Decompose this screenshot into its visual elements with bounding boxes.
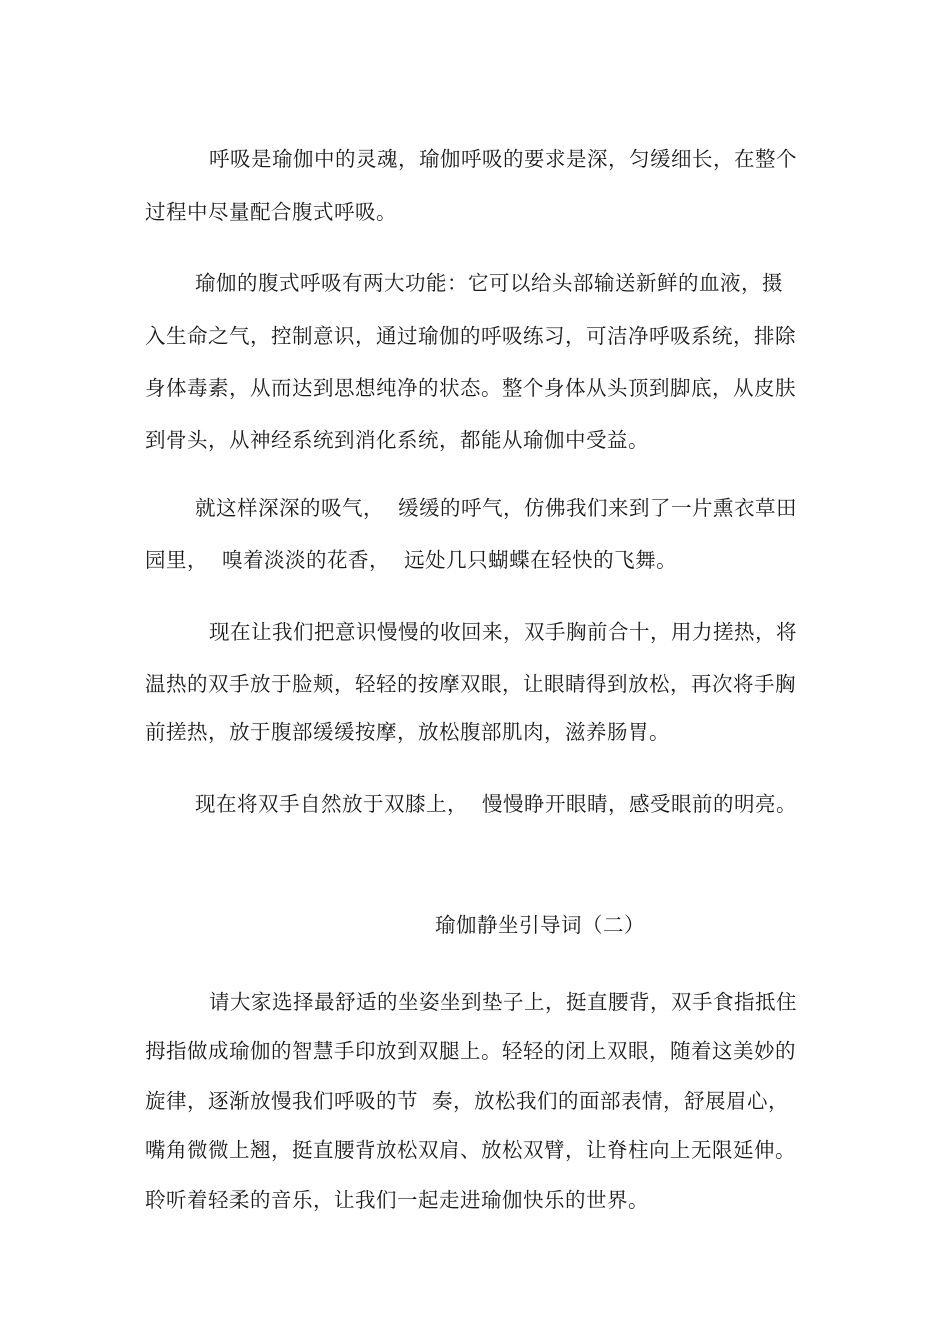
paragraph-4-line-3: 前搓热，放于腹部缓缓按摩，放松腹部肌肉，滋养肠胃。 xyxy=(145,720,670,744)
paragraph-2-line-1: 瑜伽的腹式呼吸有两大功能：它可以给头部输送新鲜的血液，摄 xyxy=(195,271,783,295)
paragraph-1-line-1: 呼吸是瑜伽中的灵魂，瑜伽呼吸的要求是深，匀缓细长，在整个 xyxy=(195,147,798,171)
section-paragraph-line-2: 拇指做成瑜伽的智慧手印放到双腿上。轻轻的闭上双眼，随着这美妙的 xyxy=(145,1039,796,1063)
paragraph-5-line-1: 现在将双手自然放于双膝上， 慢慢睁开眼睛，感受眼前的明亮。 xyxy=(195,792,798,816)
paragraph-2-line-4: 到骨头，从神经系统到消化系统，都能从瑜伽中受益。 xyxy=(145,428,649,452)
paragraph-4-line-2: 温热的双手放于脸颊，轻轻的按摩双眼，让眼睛得到放松，再次将手胸 xyxy=(145,672,796,696)
paragraph-3-line-1: 就这样深深的吸气， 缓缓的呼气，仿佛我们来到了一片熏衣草田 xyxy=(195,496,798,520)
section-paragraph-line-3: 旋律，逐渐放慢我们呼吸的节 奏，放松我们的面部表情，舒展眉心， xyxy=(145,1089,790,1113)
paragraph-2-line-3: 身体毒素，从而达到思想纯净的状态。整个身体从头顶到脚底，从皮肤 xyxy=(145,376,796,400)
paragraph-1-line-2: 过程中尽量配合腹式呼吸。 xyxy=(145,200,397,224)
section-paragraph-line-5: 聆听着轻柔的音乐，让我们一起走进瑜伽快乐的世界。 xyxy=(145,1188,649,1212)
paragraph-4-line-1: 现在让我们把意识慢慢的收回来，双手胸前合十，用力搓热，将 xyxy=(195,620,798,644)
section-title: 瑜伽静坐引导词（二） xyxy=(435,913,645,937)
section-paragraph-line-4: 嘴角微微上翘，挺直腰背放松双肩、放松双臂，让脊柱向上无限延伸。 xyxy=(145,1138,796,1162)
paragraph-2-line-2: 入生命之气，控制意识，通过瑜伽的呼吸练习，可洁净呼吸系统，排除 xyxy=(145,324,796,348)
section-paragraph-line-1: 请大家选择最舒适的坐姿坐到垫子上，挺直腰背，双手食指抵住 xyxy=(195,990,798,1014)
paragraph-3-line-2: 园里， 嗅着淡淡的花香， 远处几只蝴蝶在轻快的飞舞。 xyxy=(145,548,678,572)
